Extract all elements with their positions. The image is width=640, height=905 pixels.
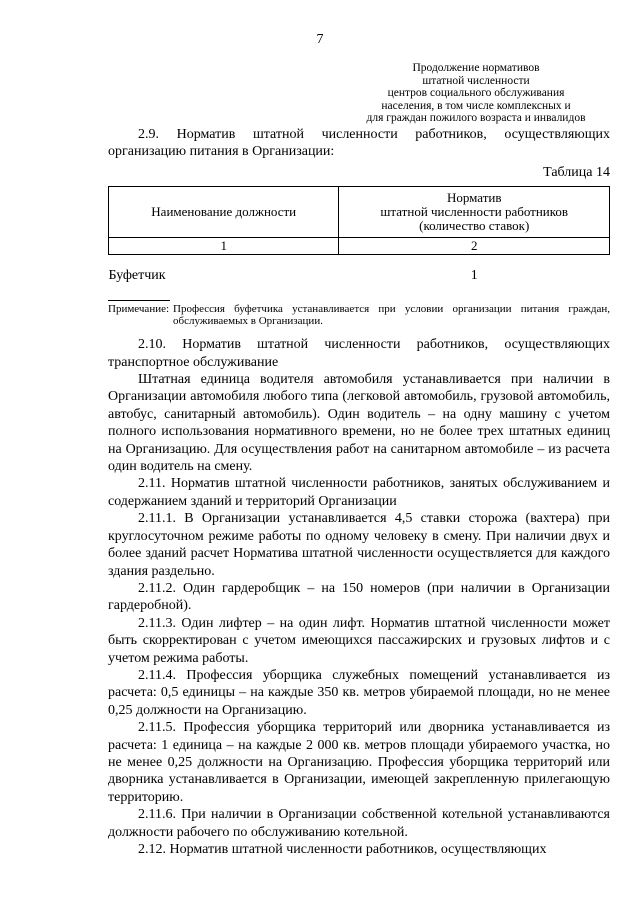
table-caption: Таблица 14 xyxy=(543,164,610,180)
col1-number: 1 xyxy=(109,238,339,255)
col2-header xyxy=(339,187,610,238)
paragraph: 2.11.1. В Организации устанавливается 4,5 ставки сторожа (вахтера) при круглосуточном режиме работы по одному человеку в смену. При наличии двух и более зданий расчет Норматива штатной численности осуществляется для каждого здания раздельно. xyxy=(108,511,610,579)
page-number: 7 xyxy=(316,32,324,47)
paragraph: 2.11.6. При наличии в Организации собственной котельной устанавливаются должности рабочего по обслуживанию котельной. xyxy=(108,807,610,840)
col2-header-line: (количество ставок) xyxy=(419,218,530,234)
header-line: Продолжение нормативов xyxy=(412,62,540,74)
paragraph: Штатная единица водителя автомобиля устанавливается при наличии в Организации автомобиля любого типа (легковой автомобиль, грузовой автомобиль, автобус, санитарный автомобиль). Один водитель – на одну машину с учетом полного использования нормативного времени, но не более трех штатных единиц на Организацию. Для осуществления работ на санитарном автомобиле – из расчета один водитель на смену. xyxy=(108,372,610,475)
note-label: Примечание: xyxy=(108,303,170,316)
paragraph: 2.11.2. Один гардеробщик – на 150 номеров (при наличии в Организации гардеробной). xyxy=(108,580,610,614)
paragraph: 2.11. Норматив штатной численности работников, занятых обслуживанием и содержанием зданий и территорий Организации xyxy=(108,476,610,509)
col2-header-line: штатной численности работников xyxy=(380,204,569,220)
value-cell: 1 xyxy=(470,268,478,284)
header-line: населения, в том числе комплексных и xyxy=(381,99,571,112)
column-numbers-row xyxy=(109,238,610,255)
col2-number: 2 xyxy=(339,238,610,255)
staffing-table xyxy=(108,186,610,292)
header-line: для граждан пожилого возраста и инвалидов xyxy=(366,112,586,125)
position-cell: Буфетчик xyxy=(108,268,166,284)
col1-header xyxy=(109,187,339,238)
document-header xyxy=(346,62,606,125)
col2-header-line: Норматив xyxy=(446,190,502,206)
paragraph: 2.11.3. Один лифтер – на один лифт. Норматив штатной численности может быть скорректирован с учетом имеющихся пассажирских и грузовых лифтов и с учетом режима работы. xyxy=(108,615,610,666)
paragraph: 2.11.4. Профессия уборщика служебных помещений устанавливается из расчета: 0,5 единицы – на каждые 350 кв. метров убираемой площади, но не менее 0,25 должности на Организацию. xyxy=(108,667,610,718)
table-note xyxy=(108,303,610,327)
note-divider xyxy=(108,300,170,301)
table-row xyxy=(109,255,610,293)
header-line: центров социального обслуживания xyxy=(387,87,565,100)
paragraph: 2.10. Норматив штатной численности работников, осуществляющих транспортное обслуживание xyxy=(108,337,610,370)
document-body xyxy=(108,126,610,858)
section-2-9: 2.9. Норматив штатной численности работников, осуществляющих организацию питания в Организации: xyxy=(108,127,610,160)
paragraph: 2.11.5. Профессия уборщика территорий или дворника устанавливается из расчета: 1 единица – на каждые 2 000 кв. метров площади убираемого участка, но не менее 0,25 должности на Организацию. Профессия уборщика территорий или дворника устанавливается в Организации, имеющей закрепленную прилегающую территорию. xyxy=(108,720,610,805)
header-line: штатной численности xyxy=(422,74,530,87)
note-text: Профессия буфетчика устанавливается при условии организации питания граждан, обслуживаемых в Организации. xyxy=(173,303,610,328)
paragraph: 2.12. Норматив штатной численности работников, осуществляющих xyxy=(138,842,547,857)
col1-header-text: Наименование должности xyxy=(151,204,297,220)
